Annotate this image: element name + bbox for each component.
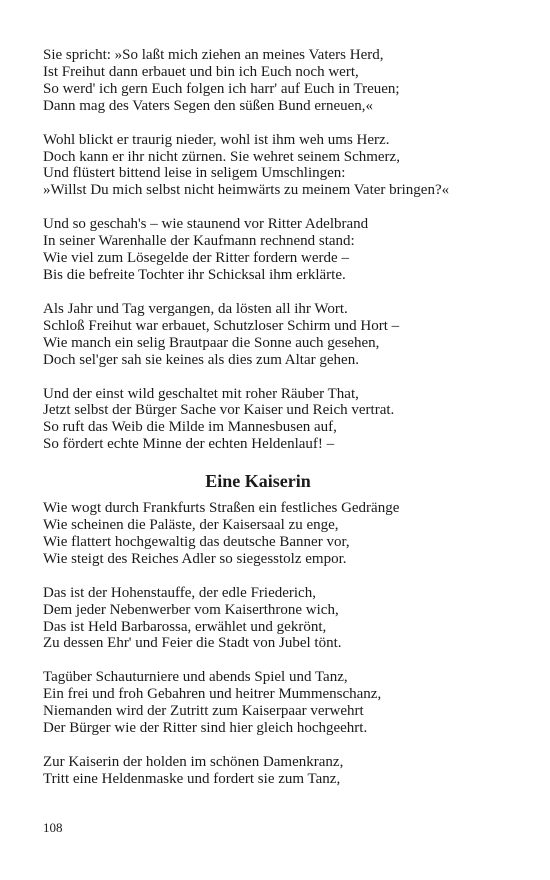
verse-line: In seiner Warenhalle der Kaufmann rechnend stand: xyxy=(43,233,355,250)
verse-line: So werd' ich gern Euch folgen ich harr' auf Euch in Treuen; xyxy=(43,80,400,97)
stanza xyxy=(43,669,513,737)
verse-line: Der Bürger wie der Ritter sind hier gleich hochgeehrt. xyxy=(43,720,368,737)
verse-line: Niemanden wird der Zutritt zum Kaiserpaar verwehrt xyxy=(43,703,364,720)
verse-line: Wohl blickt er traurig nieder, wohl ist ihm weh ums Herz. xyxy=(43,131,390,148)
stanza xyxy=(43,216,513,284)
verse-line: Ist Freihut dann erbauet und bin ich Euch noch wert, xyxy=(43,63,359,80)
verse-line: Wie steigt des Reiches Adler so siegesstolz empor. xyxy=(43,550,347,567)
verse-line: Dem jeder Nebenwerber vom Kaiserthrone wich, xyxy=(43,601,339,618)
document-page xyxy=(43,47,513,805)
stanza xyxy=(43,47,513,115)
verse-line: Doch kann er ihr nicht zürnen. Sie wehret seinem Schmerz, xyxy=(43,148,400,165)
verse-line: Dann mag des Vaters Segen den süßen Bund erneuen,« xyxy=(43,97,374,114)
verse-line: Wie scheinen die Paläste, der Kaisersaal zu enge, xyxy=(43,517,339,534)
poem-continuation xyxy=(43,47,513,453)
stanza xyxy=(43,754,513,788)
verse-line: Und so geschah's – wie staunend vor Ritter Adelbrand xyxy=(43,216,369,233)
verse-line: Und flüstert bittend leise in seligem Umschlingen: xyxy=(43,165,346,182)
stanza xyxy=(43,132,513,200)
verse-line: Sie spricht: »So laßt mich ziehen an meines Vaters Herd, xyxy=(43,47,384,63)
stanza xyxy=(43,500,513,568)
verse-line: Als Jahr und Tag vergangen, da lösten all ihr Wort. xyxy=(43,300,348,317)
page-number: 108 xyxy=(43,820,63,835)
verse-line: Das ist Held Barbarossa, erwählet und gekrönt, xyxy=(43,618,327,635)
poem-eine-kaiserin xyxy=(43,500,513,788)
verse-line: Zu dessen Ehr' und Feier die Stadt von Jubel tönt. xyxy=(43,635,342,652)
verse-line: Das ist der Hohenstauffe, der edle Friederich, xyxy=(43,584,316,601)
verse-line: So fördert echte Minne der echten Heldenlauf! – xyxy=(43,436,335,453)
verse-line: Wie flattert hochgewaltig das deutsche Banner vor, xyxy=(43,533,350,550)
verse-line: »Willst Du mich selbst nicht heimwärts zu meinem Vater bringen?« xyxy=(43,182,450,199)
verse-line: Zur Kaiserin der holden im schönen Damenkranz, xyxy=(43,754,344,770)
verse-line: Wie viel zum Lösegelde der Ritter fordern werde – xyxy=(43,250,349,267)
verse-line: Und der einst wild geschaltet mit roher Räuber That, xyxy=(43,385,359,402)
verse-line: Tritt eine Heldenmaske und fordert sie zum Tanz, xyxy=(43,770,341,787)
stanza xyxy=(43,585,513,653)
verse-line: Schloß Freihut war erbauet, Schutzloser Schirm und Hort – xyxy=(43,317,400,334)
verse-line: Jetzt selbst der Bürger Sache vor Kaiser und Reich vertrat. xyxy=(43,402,395,419)
verse-line: Ein frei und froh Gebahren und heitrer Mummenschanz, xyxy=(43,686,382,703)
verse-line: Wie manch ein selig Brautpaar die Sonne auch gesehen, xyxy=(43,334,380,351)
verse-line: Bis die befreite Tochter ihr Schicksal ihm erklärte. xyxy=(43,266,346,283)
verse-line: Doch sel'ger sah sie keines als dies zum Altar gehen. xyxy=(43,351,359,368)
verse-line: Wie wogt durch Frankfurts Straßen ein festliches Gedränge xyxy=(43,500,400,517)
verse-line: So ruft das Weib die Milde im Mannesbusen auf, xyxy=(43,419,337,436)
poem-title: Eine Kaiserin xyxy=(205,471,311,492)
stanza xyxy=(43,301,513,369)
verse-line: Tagüber Schauturniere und abends Spiel und Tanz, xyxy=(43,669,348,686)
stanza xyxy=(43,386,513,454)
